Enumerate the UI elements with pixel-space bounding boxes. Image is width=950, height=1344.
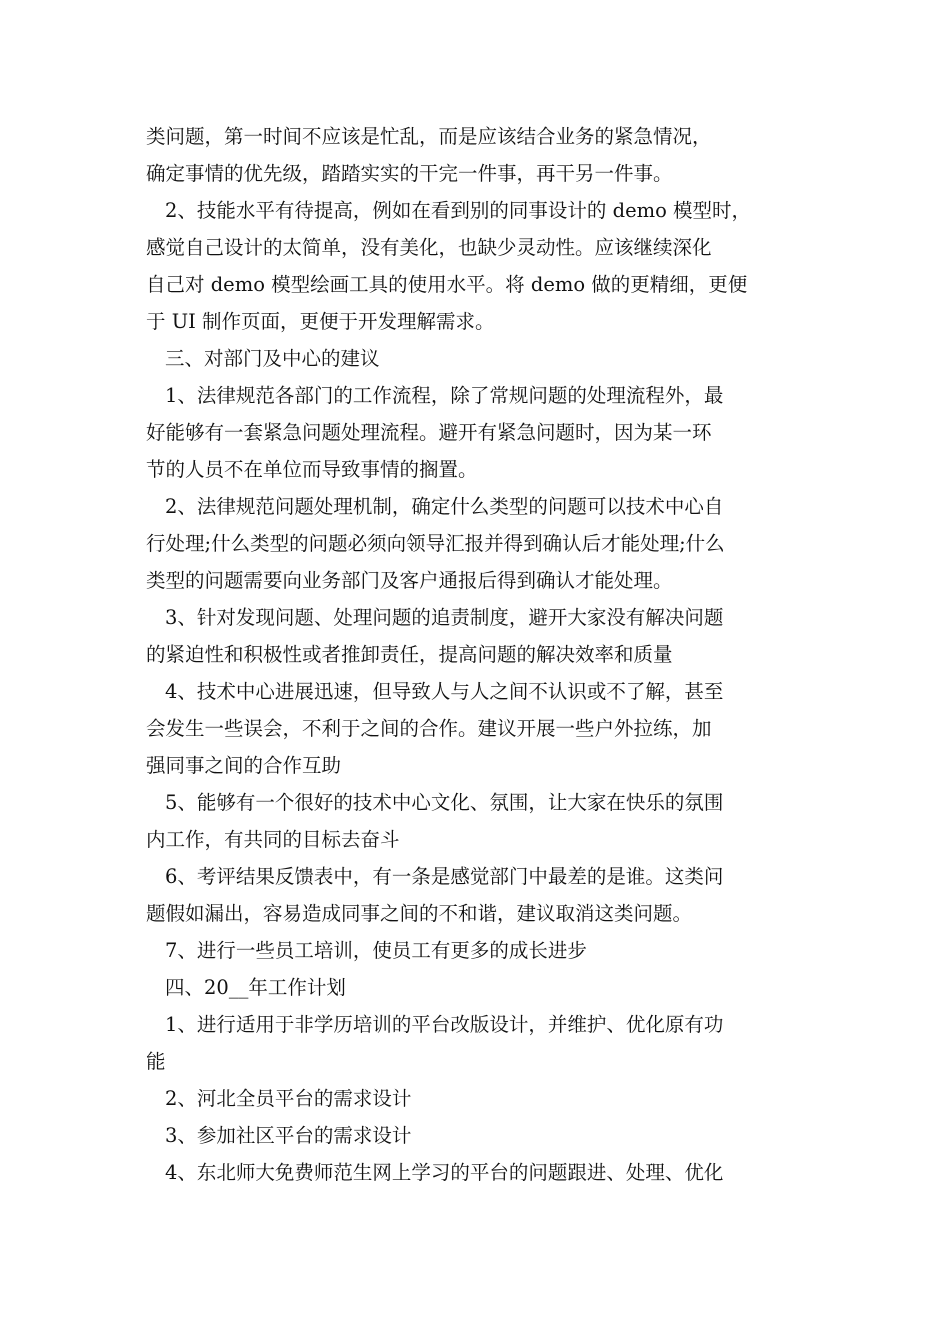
paragraph-line: 节的人员不在单位而导致事情的搁置。: [146, 458, 478, 481]
paragraph-line: 能: [146, 1050, 166, 1073]
paragraph-line: 类问题，第一时间不应该是忙乱，而是应该结合业务的紧急情况，: [146, 125, 712, 148]
paragraph-line: 1、法律规范各部门的工作流程，除了常规问题的处理流程外，最: [165, 384, 724, 407]
paragraph-line: 题假如漏出，容易造成同事之间的不和谐，建议取消这类问题。: [146, 902, 693, 925]
paragraph-line: 感觉自己设计的太简单，没有美化，也缺少灵动性。应该继续深化: [146, 236, 712, 259]
paragraph-line: 内工作，有共同的目标去奋斗: [146, 828, 400, 851]
paragraph-line: 行处理;什么类型的问题必须向领导汇报并得到确认后才能处理;什么: [146, 532, 725, 555]
paragraph-line: 的紧迫性和积极性或者推卸责任，提高问题的解决效率和质量: [146, 643, 673, 666]
paragraph-line: 自己对 demo 模型绘画工具的使用水平。将 demo 做的更精细，更便: [146, 273, 748, 296]
paragraph-line: 7、进行一些员工培训，使员工有更多的成长进步: [165, 939, 587, 962]
paragraph-line: 强同事之间的合作互助: [146, 754, 342, 777]
paragraph-line: 于 UI 制作页面，更便于开发理解需求。: [146, 310, 495, 333]
paragraph-line: 3、针对发现问题、处理问题的追责制度，避开大家没有解决问题: [165, 606, 724, 629]
paragraph-line: 3、参加社区平台的需求设计: [165, 1124, 412, 1147]
paragraph-line: 好能够有一套紧急问题处理流程。避开有紧急问题时，因为某一环: [146, 421, 712, 444]
paragraph-line: 会发生一些误会，不利于之间的合作。建议开展一些户外拉练，加: [146, 717, 712, 740]
paragraph-line: 类型的问题需要向业务部门及客户通报后得到确认才能处理。: [146, 569, 673, 592]
paragraph-line: 6、考评结果反馈表中，有一条是感觉部门中最差的是谁。这类问: [165, 865, 724, 888]
paragraph-line: 4、东北师大免费师范生网上学习的平台的问题跟进、处理、优化: [165, 1161, 724, 1184]
document-body: [146, 118, 810, 1191]
section-heading: 三、对部门及中心的建议: [165, 347, 380, 370]
paragraph-line: 5、能够有一个很好的技术中心文化、氛围，让大家在快乐的氛围: [165, 791, 724, 814]
paragraph-line: 1、进行适用于非学历培训的平台改版设计，并维护、优化原有功: [165, 1013, 724, 1036]
paragraph-line: 2、河北全员平台的需求设计: [165, 1087, 412, 1110]
paragraph-line: 2、技能水平有待提高，例如在看到别的同事设计的 demo 模型时，: [165, 199, 752, 222]
paragraph-line: 4、技术中心进展迅速，但导致人与人之间不认识或不了解，甚至: [165, 680, 724, 703]
paragraph-line: 2、法律规范问题处理机制，确定什么类型的问题可以技术中心自: [165, 495, 724, 518]
paragraph-line: 确定事情的优先级，踏踏实实的干完一件事，再干另一件事。: [146, 162, 673, 185]
section-heading: 四、20__年工作计划: [165, 976, 346, 999]
